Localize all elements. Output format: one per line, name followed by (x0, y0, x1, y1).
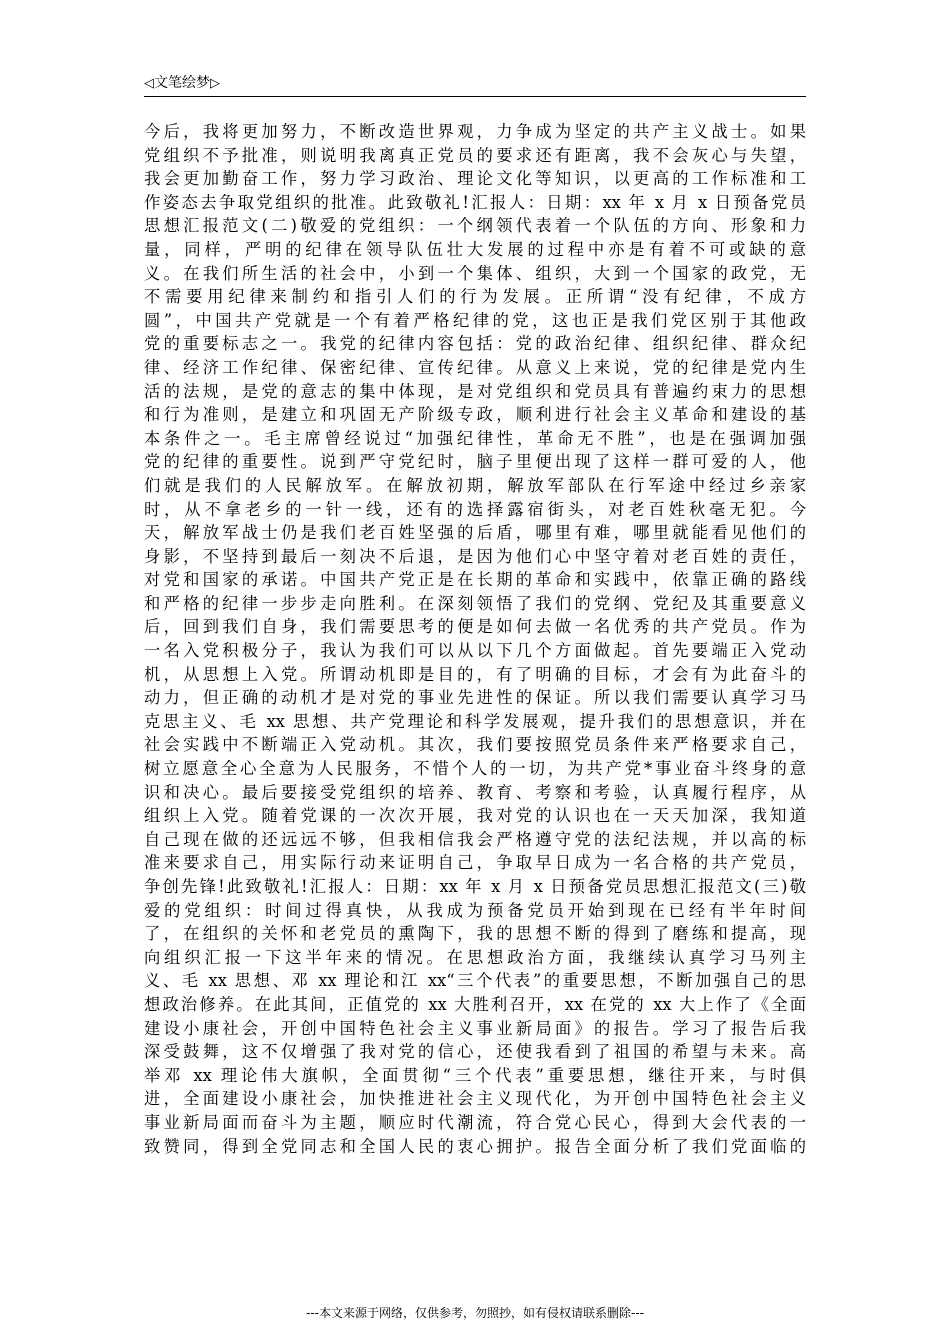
body-line: 本条件之一。毛主席曾经说过“加强纪律性，革命无不胜”，也是在强调加强 (144, 428, 806, 448)
body-line: 不需要用纪律来制约和指引人们的行为发展。正所谓“没有纪律，不成方 (144, 287, 806, 307)
body-line: 后，回到我们自身，我们需要思考的便是如何去做一名优秀的共产党员。作为 (144, 617, 806, 637)
body-line: 天，解放军战士仍是我们老百姓坚强的后盾，哪里有难，哪里就能看见他们的 (144, 523, 806, 543)
body-line: 争创先锋!此致敬礼!汇报人：日期：xx 年 x 月 x 日预备党员思想汇报范文(三)敬 (144, 877, 806, 896)
body-line: 举邓 xx 理论伟大旗帜，全面贯彻“三个代表”重要思想，继往开来，与时俱 (144, 1065, 806, 1085)
body-line: 动力，但正确的动机才是对党的事业先进性的保证。所以我们需要认真学习马 (144, 688, 806, 708)
body-line: 身影，不坚持到最后一刻决不后退，是因为他们心中坚守着对老百姓的责任， (144, 546, 806, 566)
body-line: 组织上入党。随着党课的一次次开展，我对党的认识也在一天天加深，我知道 (144, 806, 806, 826)
body-line: 党组织不予批准，则说明我离真正党员的要求还有距离，我不会灰心与失望， (144, 145, 806, 165)
body-line: 们就是我们的人民解放军。在解放初期，解放军部队在行军途中经过乡亲家 (144, 475, 806, 495)
header-title-text: 文笔绘梦 (154, 75, 210, 91)
body-line: 克思主义、毛 xx 思想、共产党理论和科学发展观，提升我们的思想意识，并在 (144, 711, 806, 731)
body-line: 圆”，中国共产党就是一个有着严格纪律的党，这也正是我们党区别于其他政 (144, 310, 806, 330)
body-line: 进，全面建设小康社会，加快推进社会主义现代化，为开创中国特色社会主义 (144, 1089, 806, 1109)
body-line: 党的重要标志之一。我党的纪律内容包括：党的政治纪律、组织纪律、群众纪 (144, 334, 806, 354)
body-line: 量，同样，严明的纪律在领导队伍壮大发展的过程中亦是有着不可或缺的意 (144, 239, 806, 259)
body-line: 了，在组织的关怀和老党员的熏陶下，我的思想不断的得到了磨练和提高，现 (144, 924, 806, 944)
body-line: 和行为准则，是建立和巩固无产阶级专政，顺利进行社会主义革命和建设的基 (144, 405, 806, 425)
body-line: 机，从思想上入党。所谓动机即是目的，有了明确的目标，才会有为此奋斗的 (144, 664, 806, 684)
body-line: 一名入党积极分子，我认为我们可以从以下几个方面做起。首先要端正入党动 (144, 641, 806, 661)
body-line: 爱的党组织：时间过得真快，从我成为预备党员开始到现在已经有半年时间 (144, 900, 806, 920)
body-line: 义。在我们所生活的社会中，小到一个集体、组织，大到一个国家的政党，无 (144, 263, 806, 283)
body-line: 思想汇报范文(二)敬爱的党组织：一个纲领代表着一个队伍的方向、形象和力 (144, 216, 806, 236)
body-line: 作姿态去争取党组织的批准。此致敬礼!汇报人：日期：xx 年 x 月 x 日预备党员 (144, 192, 806, 212)
body-line: 树立愿意全心全意为人民服务，不惜个人的一切，为共产党*事业奋斗终身的意 (144, 759, 806, 779)
body-line: 自己现在做的还远远不够，但我相信我会严格遵守党的法纪法规，并以高的标 (144, 829, 806, 849)
body-line: 建设小康社会，开创中国特色社会主义事业新局面》的报告。学习了报告后我 (144, 1018, 806, 1038)
body-line: 致赞同，得到全党同志和全国人民的衷心拥护。报告全面分析了我们党面临的 (144, 1136, 806, 1156)
body-line: 对党和国家的承诺。中国共产党正是在长期的革命和实践中，依靠正确的路线 (144, 570, 806, 590)
header-title (144, 74, 220, 93)
body-line: 活的法规，是党的意志的集中体现，是对党组织和党员具有普遍约束力的思想 (144, 381, 806, 401)
body-line: 社会实践中不断端正入党动机。其次，我们要按照党员条件来严格要求自己， (144, 735, 806, 755)
page-header (144, 70, 806, 97)
body-line: 今后，我将更加努力，不断改造世界观，力争成为坚定的共产主义战士。如果 (144, 122, 806, 141)
body-line: 时，从不拿老乡的一针一线，还有的选择露宿街头，对老百姓秋毫无犯。今 (144, 499, 806, 519)
body-line: 向组织汇报一下这半年来的情况。在思想政治方面，我继续认真学习马列主 (144, 947, 806, 967)
body-line: 准来要求自己，用实际行动来证明自己，争取早日成为一名合格的共产党员， (144, 853, 806, 873)
right-triangle-icon: ▷ (210, 76, 220, 91)
body-line: 我会更加勤奋工作，努力学习政治、理论文化等知识，以更高的工作标准和工 (144, 169, 806, 189)
body-line: 律、经济工作纪律、保密纪律、宣传纪律。从意义上来说，党的纪律是党内生 (144, 357, 806, 377)
body-line: 事业新局面而奋斗为主题，顺应时代潮流，符合党心民心，得到大会代表的一 (144, 1112, 806, 1132)
body-line: 识和决心。最后要接受党组织的培养、教育、考察和考验，认真履行程序，从 (144, 782, 806, 802)
body-line: 想政治修养。在此其间，正值党的 xx 大胜利召开，xx 在党的 xx 大上作了《全面 (144, 994, 806, 1014)
left-triangle-icon: ◁ (144, 76, 154, 91)
body-line: 和严格的纪律一步步走向胜利。在深刻领悟了我们的党纲、党纪及其重要意义 (144, 593, 806, 613)
page-footer: ---本文来源于网络，仅供参考，勿照抄，如有侵权请联系删除--- (306, 1306, 644, 1320)
body-line: 义、毛 xx 思想、邓 xx 理论和江 xx“三个代表”的重要思想，不断加强自己的思 (144, 971, 806, 991)
body-line: 党的纪律的重要性。说到严守党纪时，脑子里便出现了这样一群可爱的人，他 (144, 452, 806, 472)
body-line: 深受鼓舞，这不仅增强了我对党的信心，还使我看到了祖国的希望与未来。高 (144, 1042, 806, 1062)
document-body (144, 120, 806, 1158)
